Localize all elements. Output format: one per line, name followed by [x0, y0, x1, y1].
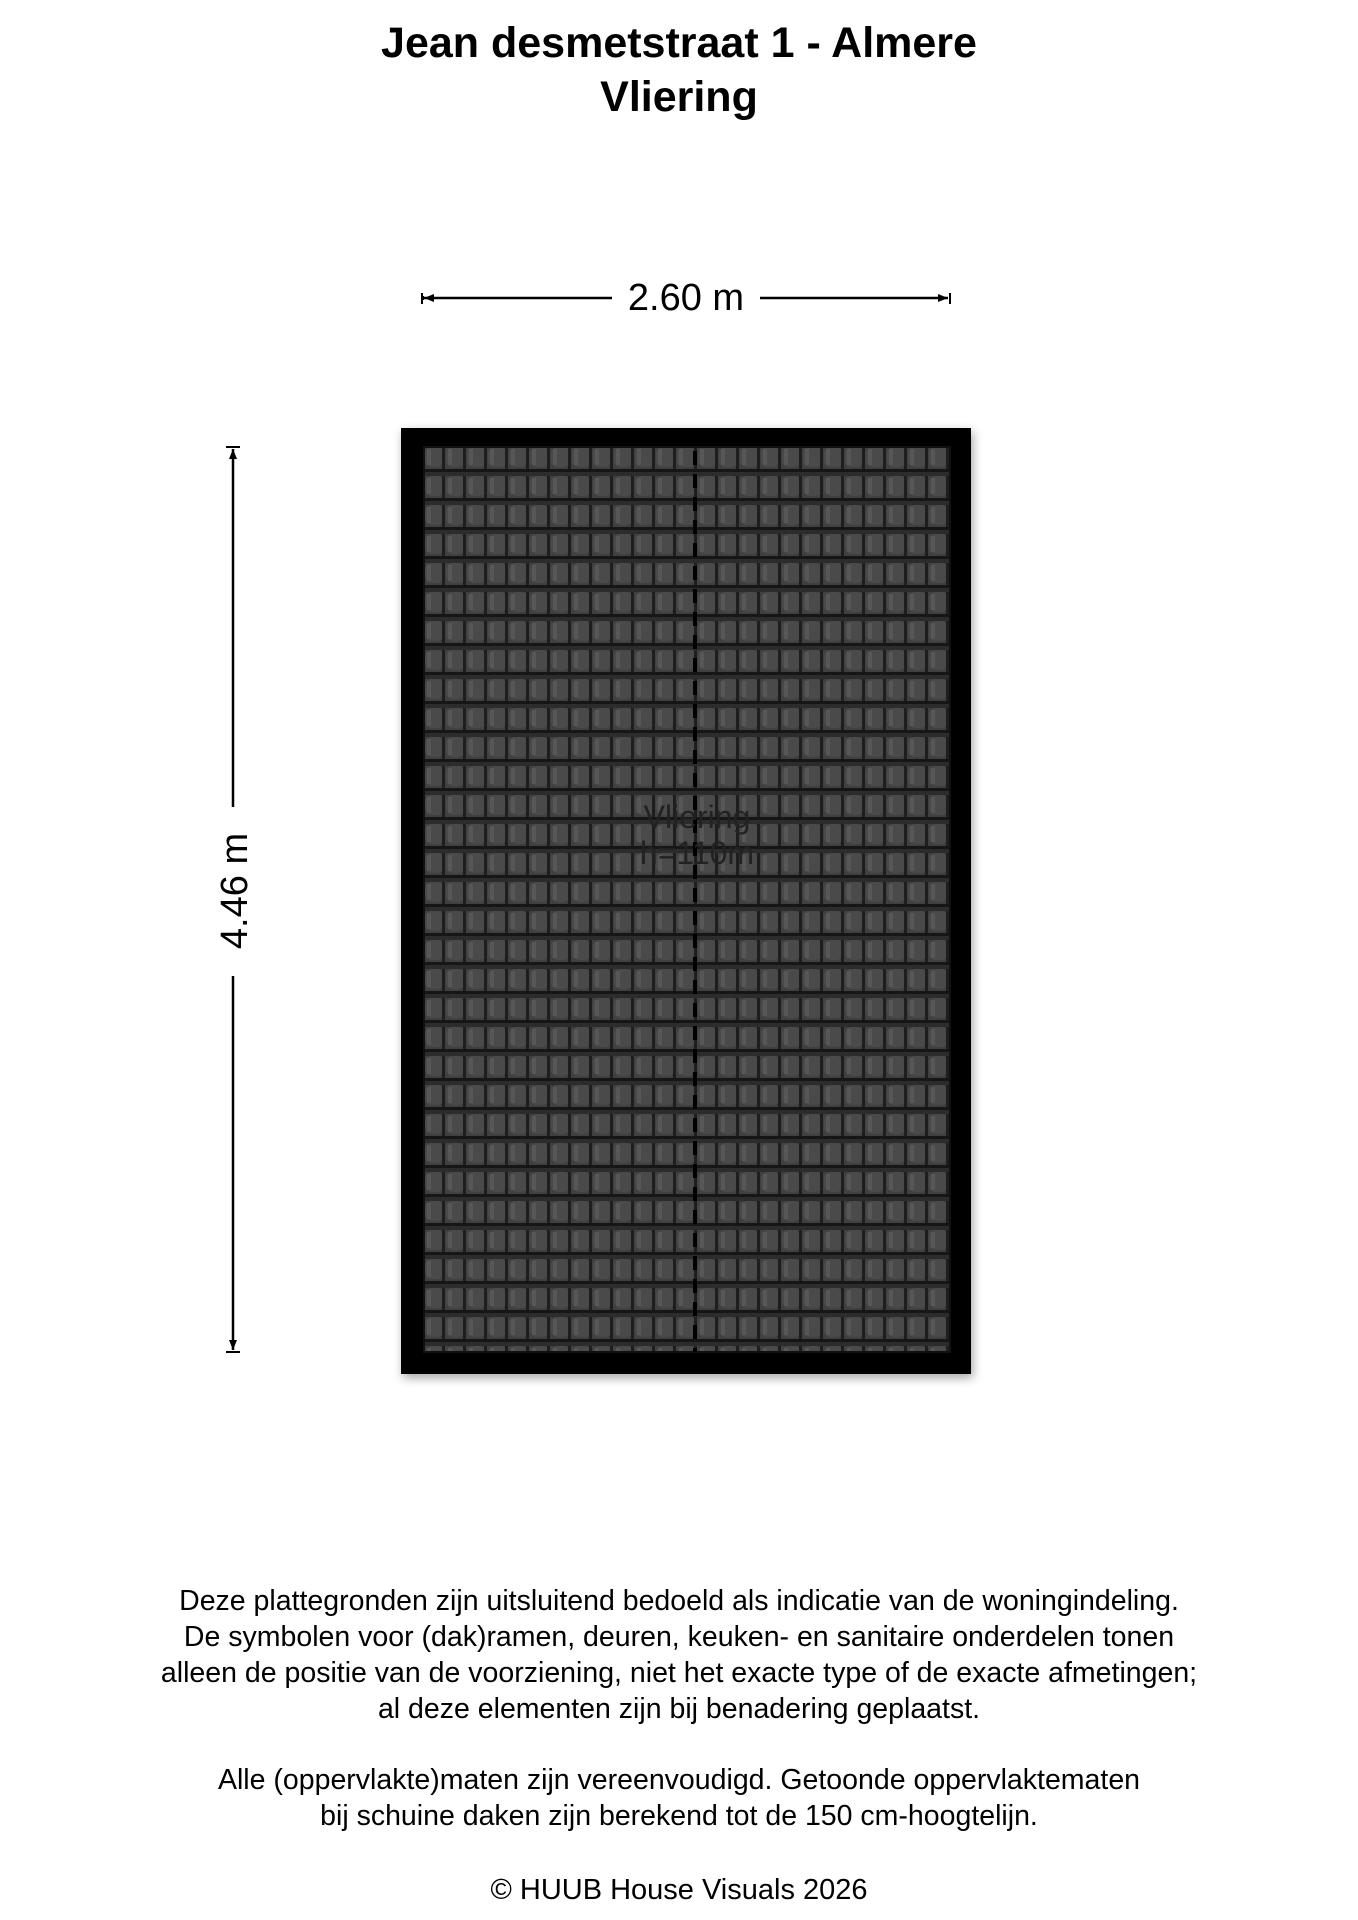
disclaimer-line: Deze plattegronden zijn uitsluitend bedoeld als indicatie van de woningindeling. [179, 1585, 1179, 1617]
floor-title: Vliering [600, 73, 758, 121]
roof-tiles [424, 447, 950, 1352]
height-dimension [214, 447, 256, 1352]
height-label: 4.46 m [214, 832, 256, 950]
disclaimer-line: al deze elementen zijn bij benadering geplaatst. [377, 1693, 981, 1725]
copyright-notice: © HUUB House Visuals 2026 [490, 1874, 868, 1906]
disclaimer-line: Alle (oppervlakte)maten zijn vereenvoudigd. Getoonde oppervlaktematen [217, 1764, 1141, 1796]
disclaimer-paragraph-2 [40, 1762, 1318, 1834]
disclaimer-line: De symbolen voor (dak)ramen, deuren, keuken- en sanitaire onderdelen tonen [183, 1621, 1175, 1653]
address-title: Jean desmetstraat 1 - Almere [381, 19, 977, 67]
room-name: Vliering [643, 799, 751, 835]
disclaimer-paragraph-1 [40, 1583, 1318, 1727]
width-label: 2.60 m [627, 277, 745, 319]
room-vliering [401, 428, 971, 1374]
disclaimer-line: bij schuine daken zijn berekend tot de 150 cm-hoogtelijn. [320, 1800, 1038, 1832]
disclaimer-line: alleen de positie van de voorziening, niet het exacte type of de exacte afmetingen; [160, 1657, 1198, 1689]
width-dimension [422, 277, 950, 319]
room-height: h=110m [639, 835, 755, 871]
